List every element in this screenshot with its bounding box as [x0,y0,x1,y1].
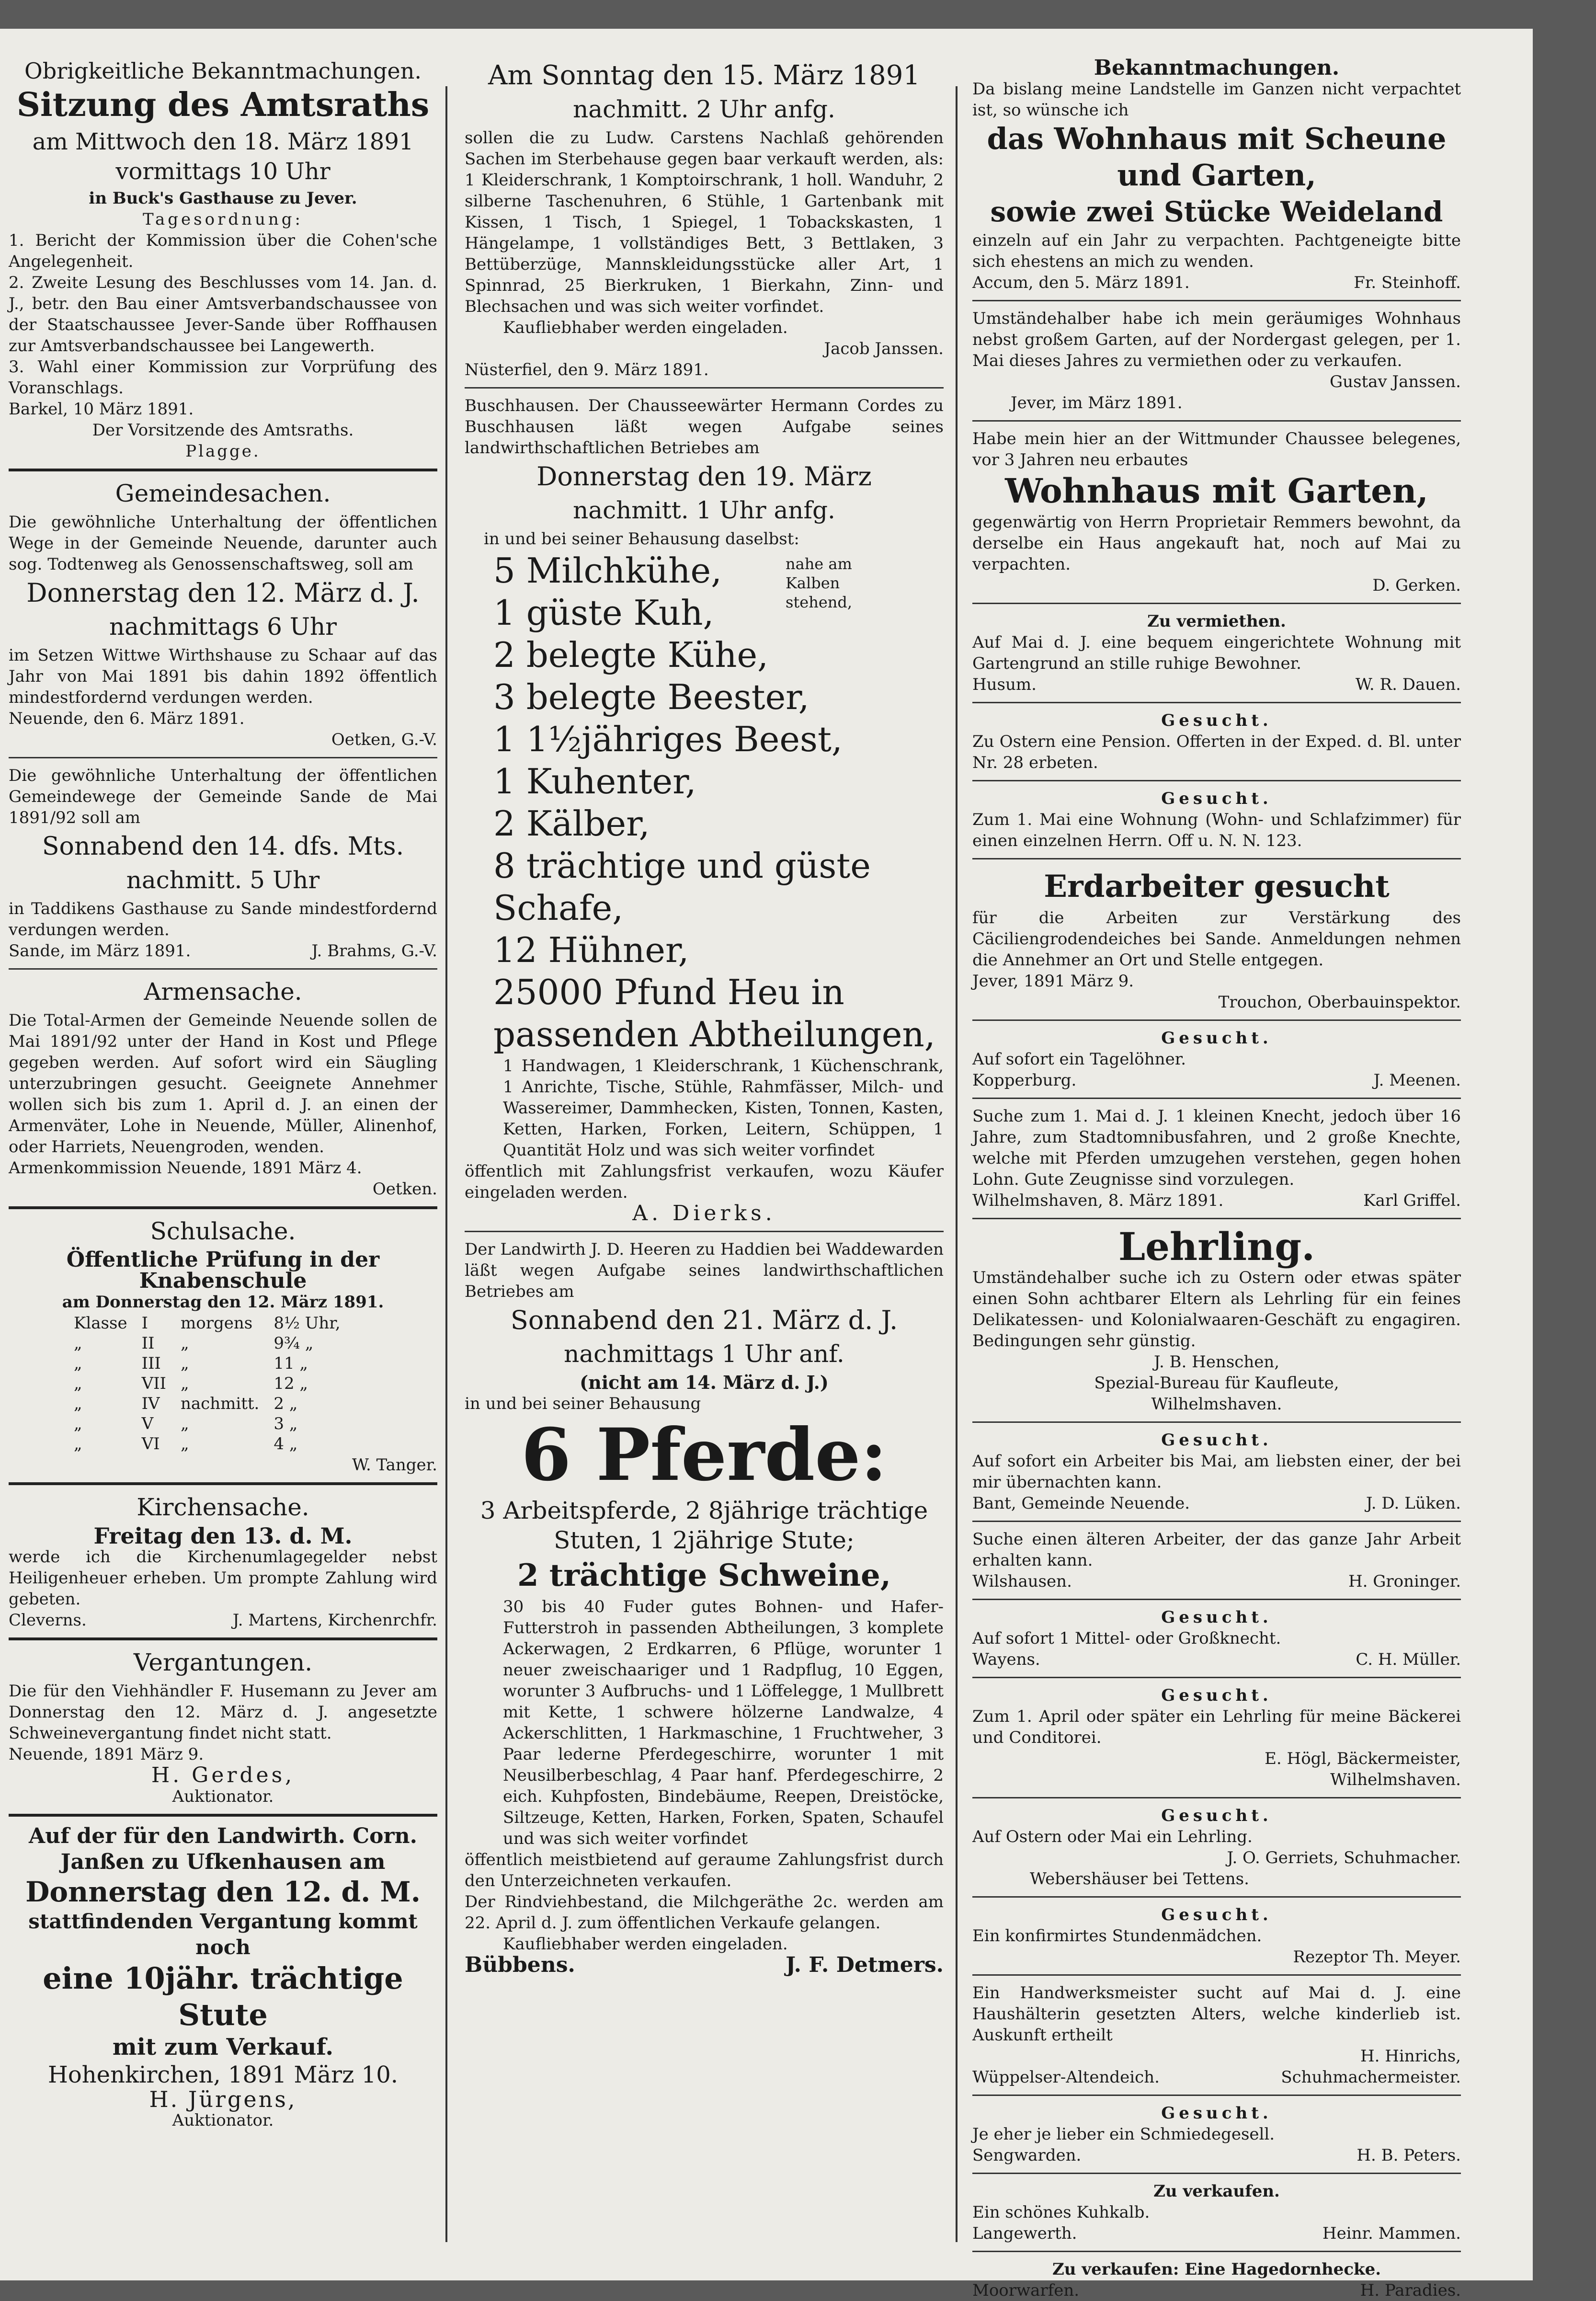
livestock-item: 1 1½jähriges Beest, [493,719,843,759]
signature-role: Der Vorsitzende des Amtsraths. [92,421,354,440]
column-left [9,57,437,2261]
notice-text: sollen die zu Ludw. Carstens Nachlaß gehörenden Sachen im Sterbehause gegen baar verkauft werden, als: 1 Kleiderschrank, 1 Komptoirschrank, 1 holl. Wanduhr, 2 silberne Taschenuhren, 6 Stühle, 1 Gartenbank mit Kissen, 1 Tisch, 1 Spiegel, 1 Tobackskasten, 1 Hängelampe, 1 vollständiges Bett, 3 Bettlaken, 3 Bettüberzüge, Mannskleidungsstücke aller Art, 1 Spinnrad, 25 Bierkruken, 1 Bierkahn, Zinn- und Blechsachen und was sich weiter vorfindet. [465,128,944,316]
section-header: Bekanntmachungen. [1094,56,1340,80]
signature-name: Oetken. [372,1179,437,1199]
notice-place: in und bei seiner Behausung [465,1394,701,1413]
schedule-cell: „ [74,1374,82,1393]
notice-date: Donnerstag den 19. März [536,461,872,492]
ad-date: Donnerstag den 12. d. M. [25,1876,421,1908]
signature-name: W. R. Dauen. [1355,675,1461,694]
signature-place: Moorwarfen. [972,2281,1080,2300]
notice-text: Zum 1. April oder später ein Lehrling für meine Bäckerei und Conditorei. [972,1707,1461,1747]
agenda-item: 2. Zweite Lesung des Beschlusses vom 14. Jan. d. J., betr. den Bau einer Amtsverbandschaussee von der Staatschaussee Jever-Sande über Roffhausen zur Amtsverbandschaussee bei Langewerth. [9,273,437,355]
ad-line: stattfindenden Vergantung kommt noch [28,1910,418,1959]
notice-text: öffentlich mit Zahlungsfrist verkaufen, wozu Käufer eingeladen werden. [465,1162,944,1202]
signature-place: Husum. [972,675,1037,694]
schedule-cell: 4 „ [274,1434,298,1454]
notice-text: öffentlich meistbietend auf geraume Zahlungsfrist durch den Unterzeichneten verkaufen. [465,1850,944,1890]
section-title: Gesucht. [1161,1806,1272,1825]
ad-line: Auf der für den Landwirth. Corn. [29,1824,417,1848]
section-title: Gesucht. [1161,1686,1272,1705]
column-rule [445,86,447,2242]
notice-text: gegenwärtig von Herrn Proprietair Remmers bewohnt, da derselbe ein Haus angekauft hat, noch auf Mai zu verpachten. [972,513,1461,574]
notice-text: Kaufliebhaber werden eingeladen. [503,1935,788,1954]
ad-headline: Lehrling. [1118,1224,1315,1269]
signature-name: H. Hinrichs, [1360,2047,1461,2066]
divider [972,780,1461,781]
notice-time: nachmitt. 1 Uhr anfg. [573,496,835,524]
signature-name: J. Martens, Kirchenrchfr. [232,1611,437,1630]
signature-place: Wilhelmshaven. [1330,1770,1461,1789]
signature-name: H. Paradies. [1360,2281,1461,2300]
livestock-item: 2 Kälber, [493,803,650,844]
notice-text: Ein konfirmirtes Stundenmädchen. [972,1926,1262,1946]
notice-date: Am Sonntag den 15. März 1891 [488,60,921,91]
notice-text: Der Landwirth J. D. Heeren zu Haddien bei Waddewarden läßt wegen Aufgabe seines landwirthschaftlichen Betriebes am [465,1240,944,1301]
ad-headline: 2 trächtige Schweine, [517,1557,891,1593]
ad-headline: Stute [178,1997,268,2032]
divider [972,1677,1461,1678]
notice-text: Die Total-Armen der Gemeinde Neuende sollen de Mai 1891/92 unter der Hand in Kost und Pflege gegeben werden. Auf sofort wird ein Säugling unterzubringen gesucht. Geeignete Annehmer wollen sich bis zum 1. April d. J. an einen der Armenväter, Lohe in Neuende, Müller, Alinenhof, oder Harriets, Neuengroden, wenden. [9,1011,437,1156]
divider [972,603,1461,604]
notice-text: Suche zum 1. Mai d. J. 1 kleinen Knecht, jedoch über 16 Jahre, zum Stadtomnibusfahren, und 2 große Knechte, welche mit Pferden umzugehen verstehen, gegen hohen Lohn. Gute Zeugnisse sind vorzulegen. [972,1107,1461,1189]
notice-time: vormittags 10 Uhr [115,158,331,185]
notice-correction: (nicht am 14. März d. J.) [580,1372,829,1393]
agenda-item: 1. Bericht der Kommission über die Cohen'sche Angelegenheit. [9,231,437,271]
notice-text: Der Rindviehbestand, die Milchgeräthe 2c. werden am 22. April d. J. zum öffentlichen Verkaufe gelangen. [465,1892,944,1933]
livestock-item: 5 Milchkühe, [493,550,722,591]
signature-role: Auktionator. [172,2111,274,2130]
notice-date: am Donnerstag den 12. März 1891. [62,1293,384,1312]
divider [972,1599,1461,1600]
schedule-cell: III [141,1354,161,1373]
notice-text: Die gewöhnliche Unterhaltung der öffentlichen Wege in der Gemeinde Neuende, darunter auch sog. Todtenweg als Genossenschaftsweg, soll am [9,513,437,574]
notice-text: Zum 1. Mai eine Wohnung (Wohn- und Schlafzimmer) für einen einzelnen Herrn. Off u. N. N. 123. [972,810,1461,850]
notice-date: am Mittwoch den 18. März 1891 [32,128,414,155]
schedule-cell: 11 „ [274,1354,308,1373]
signature-name: D. Gerken. [1372,576,1461,595]
notice-text: Auf sofort ein Arbeiter bis Mai, am liebsten einer, der bei mir übernachten kann. [972,1452,1461,1492]
schedule-cell: VII [141,1374,166,1393]
divider [972,2095,1461,2096]
notice-title: Sitzung des Amtsraths [16,86,430,124]
schedule-cell: nachmitt. [180,1394,260,1413]
agenda-label: Tagesordnung: [142,210,304,229]
column-right [972,56,1461,2300]
signature-place: Wilhelmshaven. [1151,1395,1282,1414]
signature-place: Barkel, 10 März 1891. [9,400,194,419]
schedule-cell: 2 „ [274,1394,298,1413]
signature-place: Armenkommission Neuende, 1891 März 4. [9,1158,362,1178]
agenda-item: 3. Wahl einer Kommission zur Vorprüfung des Voranschlags. [9,357,437,398]
notice-text: für die Arbeiten zur Verstärkung des Cäciliengrodendeiches bei Sande. Anmeldungen nehmen die Annehmer an Ort und Stelle entgegen. [972,908,1461,970]
schedule-cell: „ [74,1414,82,1433]
signature-place: Jever, im März 1891. [1011,393,1183,412]
signature-role: Schuhmachermeister. [1281,2068,1461,2087]
livestock-item: 8 trächtige und güste Schafe, [493,846,871,928]
signature-name: E. Högl, Bäckermeister, [1265,1749,1461,1768]
signature-name: W. Tanger. [352,1455,437,1475]
ad-line: 3 Arbeitspferde, 2 8jährige trächtige Stuten, 1 2jährige Stute; [480,1497,928,1554]
schedule-row [67,1334,347,1353]
signature-place: Nüsterfiel, den 9. März 1891. [465,360,709,379]
livestock-item: 12 Hühner, [493,930,689,970]
notice-text: einzeln auf ein Jahr zu verpachten. Pachtgeneigte bitte sich ehestens an mich zu wenden. [972,231,1461,271]
divider [972,420,1461,422]
exam-schedule-table [66,1313,348,1454]
divider [972,1896,1461,1898]
signature-name: J. Meenen. [1373,1071,1461,1090]
notice-text: in Taddikens Gasthause zu Sande mindestfordernd verdungen werden. [9,899,437,939]
notice-text: Auf Mai d. J. eine bequem eingerichtete Wohnung mit Gartengrund an stille ruhige Bewohner. [972,633,1461,673]
section-title: Gemeindesachen. [115,480,331,507]
signature-role: Spezial-Bureau für Kaufleute, [1094,1374,1339,1393]
notice-text: Auf sofort ein Tagelöhner. [972,1050,1186,1069]
signature-name: Heinr. Mammen. [1322,2224,1461,2243]
item-note: nahe am Kalben stehend, [786,555,853,611]
section-title: Gesucht. [1161,789,1272,808]
signature-role: Auktionator. [172,1787,274,1806]
schedule-cell: „ [74,1334,82,1353]
section-title: Vergantungen. [133,1648,313,1676]
notice-text: Umständehalber suche ich zu Ostern oder etwas später einen Sohn achtbarer Eltern als Lehrling für ein feines Delikatessen- und Kolonialwaaren-Geschäft zu engagiren. Bedingungen sehr günstig. [972,1268,1461,1351]
section-title: Gesucht. [1161,1608,1272,1627]
divider [972,300,1461,301]
notice-date: Sonnabend den 14. dfs. Mts. [42,832,404,861]
schedule-cell: I [141,1314,148,1333]
divider [972,1218,1461,1219]
notice-text: Auf sofort 1 Mittel- oder Großknecht. [972,1629,1281,1648]
notice-text: 1 Handwagen, 1 Kleiderschrank, 1 Küchenschrank, 1 Anrichte, Tische, Stühle, Rahmfässer, Milch- und Wassereimer, Dammhecken, Kisten, Tonnen, Kasten, Ketten, Harken, Forken, Leitern, Schüppen, 1 Quantität Holz und was sich weiter vorfindet [503,1056,944,1160]
notice-text: Je eher je lieber ein Schmiedegesell. [972,2125,1275,2144]
signature-place: Bübbens. [465,1953,575,1977]
livestock-item: 1 güste Kuh, [493,593,714,633]
signature-name: J. F. Detmers. [786,1953,944,1977]
ad-headline: eine 10jähr. trächtige [43,1961,403,1996]
notice-text: Die für den Viehhändler F. Husemann zu Jever am Donnerstag den 12. März d. J. angesetzte Schweinevergantung findet nicht statt. [9,1682,437,1743]
signature-name: H. Gerdes, [151,1763,295,1787]
notice-text: Kaufliebhaber werden eingeladen. [503,318,788,337]
signature-place: Sande, im März 1891. [9,941,191,961]
signature-name: Trouchon, Oberbauinspektor. [1218,993,1461,1012]
section-title: Zu vermiethen. [1147,612,1286,631]
newspaper-page [0,29,1533,2300]
notice-text: Zu Ostern eine Pension. Offerten in der Exped. d. Bl. unter Nr. 28 erbeten. [972,732,1461,772]
section-title: Gesucht. [1161,1431,1272,1450]
divider [972,702,1461,703]
notice-text: werde ich die Kirchenumlagegelder nebst Heiligenheuer erheben. Um prompte Zahlung wird gebeten. [9,1547,437,1609]
section-title: Zu verkaufen. [1153,2182,1280,2201]
signature-name: Oetken, G.-V. [331,730,437,749]
signature-place: Kopperburg. [972,1071,1077,1090]
schedule-row [67,1314,347,1333]
section-title: Gesucht. [1161,1029,1272,1048]
signature-name: J. Brahms, G.-V. [311,941,437,961]
notice-time: nachmittags 1 Uhr anf. [564,1340,844,1368]
signature-name: J. B. Henschen, [1153,1352,1280,1372]
divider [972,2173,1461,2174]
livestock-item: 1 Kuhenter, [493,761,696,801]
signature-name: H. Groninger. [1348,1572,1461,1591]
notice-text: Da bislang meine Landstelle im Ganzen nicht verpachtet ist, so wünsche ich [972,80,1461,120]
notice-text: Die gewöhnliche Unterhaltung der öffentlichen Gemeindewege der Gemeinde Sande de Mai 1891/92 soll am [9,766,437,827]
schedule-cell: „ [180,1334,189,1353]
schedule-cell: 12 „ [274,1374,308,1393]
livestock-item: 25000 Pfund Heu in passenden Abtheilungen, [493,972,935,1054]
schedule-row [67,1434,347,1454]
ad-headline: Erdarbeiter gesucht [1044,869,1390,904]
divider [972,1521,1461,1522]
divider [972,858,1461,859]
section-title: Zu verkaufen: Eine Hagedornhecke. [1052,2260,1381,2279]
divider [972,2251,1461,2252]
section-title: Gesucht. [1161,2104,1272,2123]
notice-text: Buschhausen. Der Chausseewärter Hermann Cordes zu Buschhausen läßt wegen Aufgabe seines landwirthschaftlichen Betriebes am [465,396,944,458]
section-title: Schulsache. [150,1217,296,1245]
divider [465,1231,944,1232]
schedule-cell: morgens [180,1314,253,1333]
schedule-cell: VI [141,1434,160,1454]
signature-place: Langewerth. [972,2224,1077,2243]
signature-place: Wilshausen. [972,1572,1072,1591]
schedule-row [67,1374,347,1393]
signature-name: Jacob Janssen. [824,339,944,358]
divider [465,387,944,389]
signature-name: J. D. Lüken. [1366,1494,1461,1513]
notice-text: Auf Ostern oder Mai ein Lehrling. [972,1827,1253,1846]
divider [9,1206,437,1209]
notice-text: Umständehalber habe ich mein geräumiges Wohnhaus nebst großem Garten, auf der Nordergast gelegen, per 1. Mai dieses Jahres zu vermiethen oder zu verkaufen. [972,309,1461,370]
notice-text: Ein schönes Kuhkalb. [972,2203,1150,2222]
signature-place: Cleverns. [9,1611,87,1630]
ad-headline: 6 Pferde: [521,1413,888,1497]
section-title: Kirchensache. [137,1493,309,1521]
divider [9,1637,437,1640]
signature-place: Jever, 1891 März 9. [972,972,1134,991]
signature-place: Wüppelser-Altendeich. [972,2068,1160,2087]
notice-time: nachmittags 6 Uhr [109,613,337,641]
divider [9,757,437,758]
schedule-row [67,1394,347,1413]
section-title: Gesucht. [1161,711,1272,730]
section-title: Gesucht. [1161,1905,1272,1924]
signature-place: Bant, Gemeinde Neuende. [972,1494,1190,1513]
schedule-cell: „ [180,1414,189,1433]
ad-headline: sowie zwei Stücke Weideland [990,195,1443,228]
notice-date: Donnerstag den 12. März d. J. [26,578,420,608]
divider [972,1019,1461,1021]
ad-headline: Wohnhaus mit Garten, [1005,471,1428,511]
notice-title: Öffentliche Prüfung in der Knabenschule [66,1248,380,1293]
ad-line: Janßen zu Ufkenhausen am [60,1850,386,1874]
livestock-item: 2 belegte Kühe, [493,635,768,675]
signature-place: Neuende, 1891 März 9. [9,1745,204,1764]
schedule-cell: „ [74,1434,82,1454]
schedule-row [67,1354,347,1373]
schedule-cell: 9¾ „ [274,1334,314,1353]
notice-text: Suche einen älteren Arbeiter, der das ganze Jahr Arbeit erhalten kann. [972,1530,1461,1570]
divider [972,1098,1461,1099]
signature-name: Rezeptor Th. Meyer. [1293,1947,1461,1967]
notice-place: in Buck's Gasthause zu Jever. [89,189,357,208]
column-middle [465,57,944,2261]
divider [972,1797,1461,1798]
schedule-row [67,1414,347,1433]
schedule-cell: „ [74,1354,82,1373]
ad-headline: das Wohnhaus mit Scheune [987,121,1447,156]
schedule-cell: „ [74,1394,82,1413]
signature-place: Wilhelmshaven, 8. März 1891. [972,1191,1224,1210]
schedule-cell: 3 „ [274,1414,298,1433]
schedule-cell: V [141,1414,154,1433]
signature-place: Wayens. [972,1650,1040,1669]
notice-date: Freitag den 13. d. M. [93,1523,353,1549]
signature-place: Hohenkirchen, 1891 März 10. [47,2061,398,2088]
divider [9,968,437,970]
notice-text: Habe mein hier an der Wittmunder Chaussee belegenes, vor 3 Jahren neu erbautes [972,429,1461,469]
signature-name: Fr. Steinhoff. [1354,273,1461,292]
divider [9,1814,437,1817]
ad-headline: und Garten, [1117,158,1316,193]
notice-text: Ein Handwerksmeister sucht auf Mai d. J. eine Haushälterin gesetzten Alters, welche kinderlieb ist. Auskunft ertheilt [972,1983,1461,2045]
section-header: Obrigkeitliche Bekanntmachungen. [24,58,422,84]
signature-place: Sengwarden. [972,2146,1082,2165]
column-rule [956,86,958,2242]
signature-name: H. B. Peters. [1357,2146,1461,2165]
signature-name: Gustav Janssen. [1330,372,1461,391]
livestock-item: 3 belegte Beester, [493,677,809,717]
notice-time: nachmitt. 2 Uhr anfg. [573,95,835,123]
signature-name: Karl Griffel. [1363,1191,1461,1210]
notice-time: nachmitt. 5 Uhr [126,866,320,894]
notice-text: 30 bis 40 Fuder gutes Bohnen- und Hafer-Futterstroh in passenden Abtheilungen, 3 komplete Ackerwagen, 2 Erdkarren, 6 Pflüge, worunter 1 neuer zweischaariger und 1 Radpflug, 10 Eggen, worunter 3 Aufbruchs- und 1 Löffelegge, 1 Mullbrett mit Kette, 1 schwere hölzerne Landwalze, 4 Ackerschlitten, 1 Harkmaschine, 1 Fruchtweher, 3 Paar lederne Pferdegeschirre, worunter 1 mit Neusilberbeschlag, 4 Paar hanf. Pferdegeschirre, 2 eich. Kuhpfosten, Bindebäume, Reepen, Dreistöcke, Siltzeuge, Ketten, Harken, Forken, Spaten, Schaufel und was sich weiter vorfindet [503,1597,944,1848]
signature-name: J. O. Gerriets, Schuhmacher. [1227,1848,1461,1867]
schedule-cell: „ [180,1434,189,1454]
signature-name: C. H. Müller. [1356,1650,1461,1669]
notice-place: in und bei seiner Behausung daselbst: [484,529,799,549]
signature-place: Neuende, den 6. März 1891. [9,709,245,728]
divider [972,1974,1461,1976]
notice-text: im Setzen Wittwe Wirthshause zu Schaar auf das Jahr von Mai 1891 bis dahin 1892 öffentlich mindestfordernd verdungen werden. [9,646,437,707]
schedule-cell: 8½ Uhr, [274,1314,341,1333]
signature-name: Plagge. [185,442,261,461]
signature-place: Accum, den 5. März 1891. [972,273,1190,292]
section-title: Armensache. [144,978,302,1006]
schedule-cell: „ [180,1354,189,1373]
signature-name: A. Dierks. [632,1201,776,1225]
signature-place: Webershäuser bei Tettens. [1030,1869,1249,1889]
schedule-cell: IV [141,1394,160,1413]
schedule-cell: „ [180,1374,189,1393]
schedule-cell: Klasse [74,1314,127,1333]
divider [9,469,437,471]
notice-date: Sonnabend den 21. März d. J. [510,1305,898,1335]
ad-line: mit zum Verkauf. [112,2034,334,2061]
signature-name: H. Jürgens, [149,2086,297,2112]
divider [9,1482,437,1485]
schedule-cell: II [141,1334,155,1353]
divider [972,1421,1461,1423]
